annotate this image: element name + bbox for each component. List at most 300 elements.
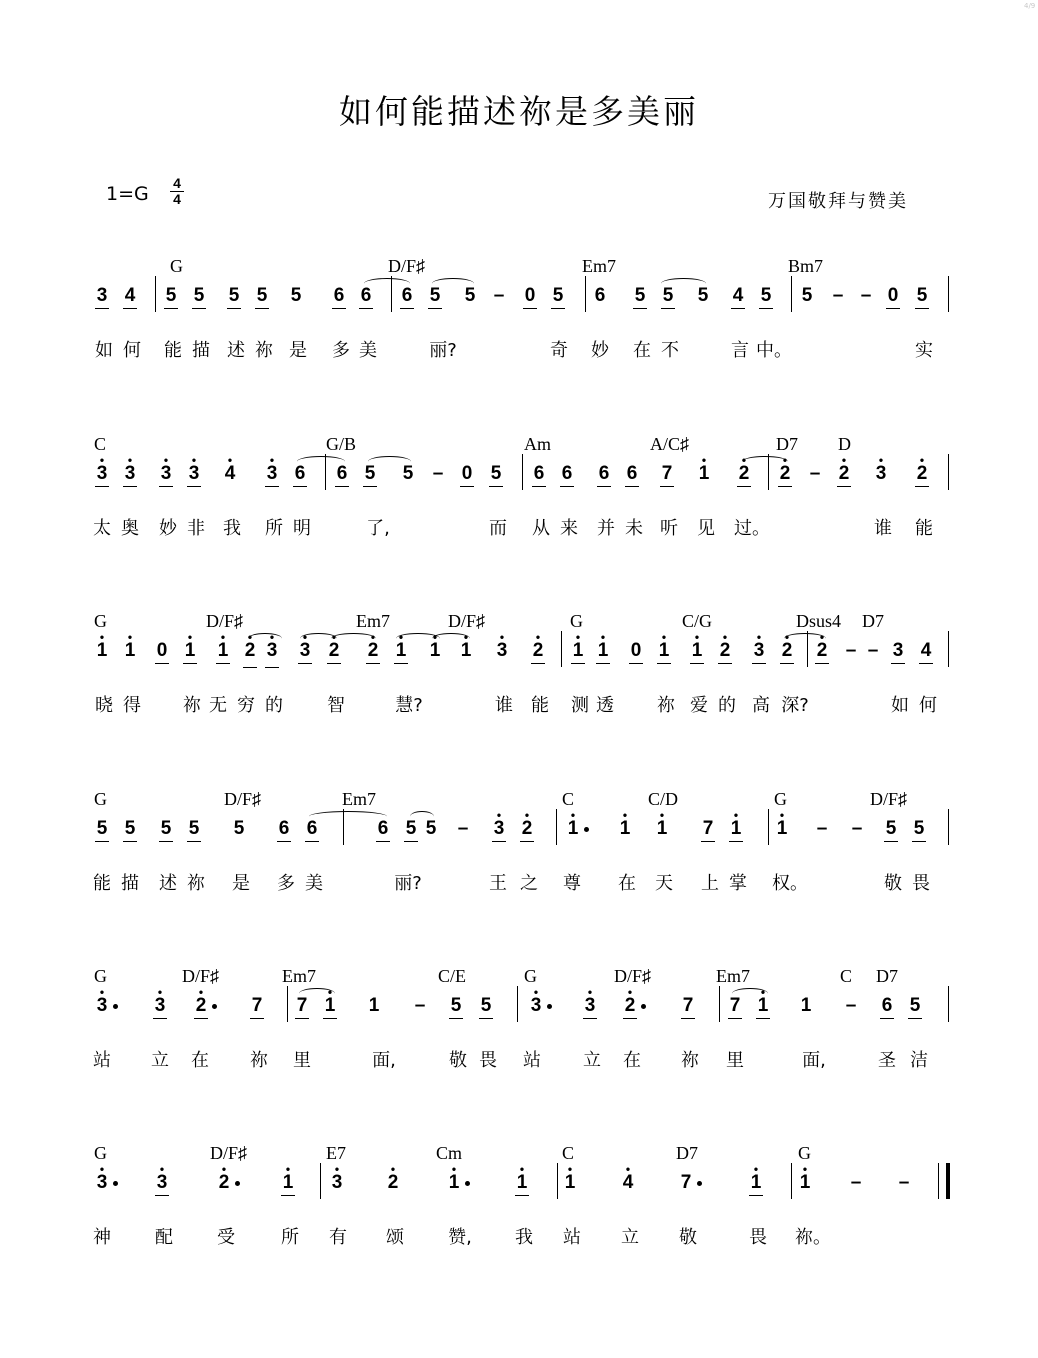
sustain-dash [816,818,828,840]
note-digit: 6 [598,463,610,484]
octave-dot: • [779,808,785,822]
note-digit: 7 [661,463,673,484]
sustain-dash [414,995,426,1017]
lyric-syllable: 见 [697,518,715,539]
note-digit: 5 [885,818,897,839]
octave-dot: • [600,630,606,644]
note-digit: – [850,1172,862,1193]
lyric-syllable: 畏 [749,1227,767,1248]
page-corner-mark: 4/9 [1024,2,1036,10]
note [480,995,492,1017]
lyric-syllable: 里 [726,1050,744,1071]
note-digit: 1 [619,818,631,839]
lyric-syllable: 在 [623,1050,641,1071]
augmentation-dot [697,1181,702,1186]
chord-symbol: D/F♯ [206,611,244,631]
note-digit: 3 [753,640,765,661]
note-digit: 3 [124,463,136,484]
barline [948,986,949,1022]
barline [948,276,949,312]
note-digit: 4 [224,463,236,484]
tie-arc [331,633,376,644]
note [875,453,887,485]
chord-symbol: D [838,434,851,454]
note-digit: 2 [521,818,533,839]
octave-dot: • [432,630,438,644]
octave-dot: • [247,630,253,644]
chord-symbol: D/F♯ [614,966,652,986]
chord-symbol: D/F♯ [224,789,262,809]
lyric-syllable: 面, [802,1050,826,1071]
lyric-syllable: 并 [597,518,615,539]
note [619,808,631,840]
octave-dot: • [782,453,788,467]
note-digit: 5 [96,818,108,839]
lyric-syllable: 祢 [183,695,201,716]
augmentation-dot [113,1004,118,1009]
note-digit: 5 [193,285,205,306]
lyric-syllable: 站 [93,1050,111,1071]
note [533,463,545,485]
octave-dot: • [99,630,105,644]
lyric-syllable: 受 [217,1227,235,1248]
lyric-syllable: 掌 [729,873,747,894]
note [521,808,533,840]
note-digit: 5 [429,285,441,306]
note-digit: – [432,463,444,484]
lyric-syllable: 得 [123,695,141,716]
chord-symbol: Bm7 [788,256,824,276]
tie-arc [364,278,410,289]
lyric-syllable: 描 [121,873,139,894]
note [96,630,108,662]
note [552,285,564,307]
octave-dot: • [334,1162,340,1176]
barline [948,454,949,490]
note [156,640,168,662]
lyric-syllable: 有 [329,1227,347,1248]
chord-symbol: Em7 [282,966,316,986]
note [532,630,544,662]
note [228,285,240,307]
note [290,285,302,307]
chord-symbol: D/F♯ [388,256,426,276]
sustain-dash [867,640,879,662]
octave-dot: • [499,630,505,644]
note [572,630,584,662]
octave-dot: • [99,453,105,467]
lyric-syllable: 言 [731,340,749,361]
note [753,630,765,662]
note [224,453,236,485]
lyric-syllable: 奇 [550,340,568,361]
note [490,463,502,485]
lyric-syllable: 无 [209,695,227,716]
lyric-syllable: 立 [151,1050,169,1071]
note-digit: 1 [691,640,703,661]
note-digit: 1 [572,640,584,661]
note-digit: 1 [750,1172,762,1193]
octave-dot: • [575,630,581,644]
chord-symbol: G [570,611,583,631]
chord-symbol: G [94,789,107,809]
lyric-syllable: 中。 [756,340,792,361]
octave-dot: • [99,1162,105,1176]
note-digit: 5 [290,285,302,306]
chord-symbol: D/F♯ [210,1143,248,1163]
octave-dot: • [127,630,133,644]
octave-dot: • [694,630,700,644]
note [801,285,813,307]
augmentation-dot [465,1181,470,1186]
note [124,630,136,662]
lyric-syllable: 站 [563,1227,581,1248]
lyric-syllable: 神 [93,1227,111,1248]
note-digit: 3 [266,463,278,484]
note [680,1172,692,1194]
lyric-syllable: 不 [661,340,679,361]
note [838,453,850,485]
note [799,1162,811,1194]
chord-symbol: Em7 [342,789,376,809]
chord-symbol: A/C♯ [650,434,690,454]
note-digit: 3 [96,285,108,306]
note [217,630,229,662]
octave-dot: • [659,808,665,822]
note [702,818,714,840]
lyric-syllable: 畏 [479,1050,497,1071]
note-digit: 3 [156,1172,168,1193]
octave-dot: • [625,1162,631,1176]
augmentation-dot [584,827,589,832]
note [124,818,136,840]
lyric-syllable: 颂 [386,1227,404,1248]
octave-dot: • [198,985,204,999]
note-digit: 6 [306,818,318,839]
note [561,463,573,485]
note-digit: 6 [626,463,638,484]
note-digit: 2 [367,640,379,661]
note [251,995,263,1017]
song-title: 如何能描述祢是多美丽 [339,92,699,131]
note-digit: 1 [448,1172,460,1193]
note-digit: 0 [887,285,899,306]
sustain-dash [493,285,505,307]
octave-dot: • [227,453,233,467]
octave-dot: • [451,1162,457,1176]
octave-dot: • [496,808,502,822]
lyric-syllable: 晓 [95,695,113,716]
note [156,1162,168,1194]
note-digit: – [867,640,879,661]
lyric-syllable: 多 [277,873,295,894]
chord-symbol: Dsus4 [796,611,842,631]
note-digit: 2 [328,640,340,661]
lyric-syllable: 立 [583,1050,601,1071]
note [598,463,610,485]
note [564,1162,576,1194]
system-6 [0,1143,1038,1263]
key-signature: 1=G [106,183,149,205]
note-digit: 0 [461,463,473,484]
octave-dot: • [802,1162,808,1176]
note [567,808,579,840]
lyric-syllable: 祢 [681,1050,699,1071]
note [730,808,742,840]
note-digit: 1 [460,640,472,661]
sustain-dash [432,463,444,485]
barline [768,809,769,845]
note [160,818,172,840]
note-digit: 6 [294,463,306,484]
note-digit: 7 [702,818,714,839]
barline [719,986,720,1022]
note-digit: 2 [195,995,207,1016]
octave-dot: • [753,1162,759,1176]
tie-arc [432,630,470,644]
note-digit: 1 [776,818,788,839]
note-digit: 1 [656,818,668,839]
time-signature [170,176,184,207]
note-digit: – [414,995,426,1016]
note-digit: 5 [233,818,245,839]
note [188,453,200,485]
augmentation-dot [235,1181,240,1186]
note [594,285,606,307]
lyric-syllable: 所 [265,518,283,539]
note-digit: – [845,995,857,1016]
octave-dot: • [535,630,541,644]
chord-symbol: G/B [326,434,357,454]
lyric-syllable: 述 [227,340,245,361]
note-digit: 0 [156,640,168,661]
note-digit: 2 [218,1172,230,1193]
system-1 [0,256,1038,376]
note [624,985,636,1017]
system-3 [0,611,1038,731]
chord-symbol: G [170,256,183,276]
lyric-syllable: 在 [633,340,651,361]
sustain-dash [860,285,872,307]
chord-symbol: Am [524,434,551,454]
final-barline-thin [938,1163,939,1199]
chord-symbol: G [94,966,107,986]
note [622,1162,634,1194]
note-digit: 6 [561,463,573,484]
octave-dot: • [756,630,762,644]
lyric-syllable: 高 [752,695,770,716]
note-digit: 2 [916,463,928,484]
note [916,285,928,307]
note-digit: – [832,285,844,306]
barline [556,809,557,845]
note-digit: 1 [730,818,742,839]
lyric-syllable: 测 [571,695,589,716]
note [658,630,670,662]
octave-dot: • [157,985,163,999]
lyric-syllable: 能 [531,695,549,716]
note [493,808,505,840]
note-digit: 4 [124,285,136,306]
note [916,453,928,485]
lyric-syllable: 透 [596,695,614,716]
note-digit: 0 [630,640,642,661]
note-digit: 2 [244,640,256,661]
lyric-syllable: 妙 [159,518,177,539]
note [124,285,136,307]
octave-dot: • [159,1162,165,1176]
tie-arc [309,811,387,822]
note [597,630,609,662]
lyric-syllable: 上 [701,873,719,894]
note [776,808,788,840]
lyric-syllable: 谁 [495,695,513,716]
note-digit: 6 [533,463,545,484]
barline [287,986,288,1022]
lyric-syllable: 站 [523,1050,541,1071]
note-digit: 5 [913,818,925,839]
lyric-syllable: 敬 [884,873,902,894]
octave-dot: • [370,630,376,644]
lyric-syllable: 何 [123,340,141,361]
note-digit: 5 [662,285,674,306]
note-digit: 1 [516,1172,528,1193]
octave-dot: • [519,1162,525,1176]
sustain-dash [850,1172,862,1194]
lyric-syllable: 是 [289,340,307,361]
octave-dot: • [533,985,539,999]
note-digit: 0 [524,285,536,306]
note-digit: 3 [331,1172,343,1193]
note-digit: 1 [799,1172,811,1193]
note [387,1162,399,1194]
note [160,453,172,485]
note-digit: 2 [816,640,828,661]
lyric-syllable: 在 [191,1050,209,1071]
tie-arc [432,278,474,289]
augmentation-dot [641,1004,646,1009]
note [96,1162,108,1194]
note-digit: 1 [658,640,670,661]
note [256,285,268,307]
note [448,1162,460,1194]
octave-dot: • [567,1162,573,1176]
lyric-syllable: 实 [915,340,933,361]
note-digit: 7 [729,995,741,1016]
lyric-syllable: 如 [891,695,909,716]
note-digit: 3 [875,463,887,484]
note-digit: 5 [634,285,646,306]
note [885,818,897,840]
augmentation-dot [212,1004,217,1009]
chord-symbol: G [94,611,107,631]
note-digit: – [809,463,821,484]
note [750,1162,762,1194]
note [218,1162,230,1194]
note-digit: 1 [567,818,579,839]
lyric-syllable: 从 [532,518,550,539]
note [892,640,904,662]
note-digit: 2 [624,995,636,1016]
lyric-syllable: 过。 [734,518,770,539]
octave-dot: • [99,985,105,999]
note-digit: 6 [333,285,345,306]
octave-dot: • [661,630,667,644]
lyric-syllable: 丽? [429,340,457,361]
note-digit: 3 [160,463,172,484]
note-digit: 1 [429,640,441,661]
note [496,630,508,662]
note-digit: 4 [732,285,744,306]
octave-dot: • [220,630,226,644]
lyric-syllable: 所 [281,1227,299,1248]
lyric-syllable: 祢 [255,340,273,361]
chord-symbol: G [94,1143,107,1163]
note-digit: 1 [217,640,229,661]
note-digit: 1 [184,640,196,661]
tie-arc [661,278,706,289]
barline [561,631,562,667]
note [516,1162,528,1194]
lyric-syllable: 敬 [679,1227,697,1248]
note-digit: – [493,285,505,306]
barline [557,1163,558,1199]
note-digit: 4 [920,640,932,661]
note [282,1162,294,1194]
lyric-syllable: 慧? [395,695,423,716]
augmentation-dot [113,1181,118,1186]
note-digit: – [851,818,863,839]
note-digit: – [860,285,872,306]
chord-symbol: C/E [438,966,467,986]
chord-symbol: Cm [436,1143,463,1163]
tie-arc [410,811,434,822]
lyric-syllable: 谁 [874,518,892,539]
chord-symbol: G [798,1143,811,1163]
barline [948,631,949,667]
octave-dot: • [524,808,530,822]
final-barline-thick [946,1163,950,1199]
note-digit: 6 [881,995,893,1016]
lyric-syllable: 里 [293,1050,311,1071]
lyric-syllable: 能 [915,518,933,539]
octave-dot: • [733,808,739,822]
lyric-syllable: 明 [293,518,311,539]
lyric-syllable: 尊 [563,873,581,894]
note-digit: 6 [336,463,348,484]
note-digit: 3 [496,640,508,661]
lyric-syllable: 祢 [657,695,675,716]
lyric-syllable: 美 [359,340,377,361]
lyric-syllable: 能 [164,340,182,361]
lyric-syllable: 配 [155,1227,173,1248]
note [188,818,200,840]
octave-dot: • [587,985,593,999]
note-digit: 1 [124,640,136,661]
time-signature-bottom: 4 [170,191,184,207]
lyric-syllable: 爱 [690,695,708,716]
note-digit: 1 [597,640,609,661]
octave-dot: • [127,453,133,467]
note-digit: 5 [228,285,240,306]
note-digit: 5 [402,463,414,484]
lyric-syllable: 深? [781,695,809,716]
note-digit: 3 [266,640,278,661]
octave-dot: • [701,453,707,467]
lyric-syllable: 圣 [878,1050,896,1071]
octave-dot: • [331,630,337,644]
lyric-syllable: 美 [305,873,323,894]
